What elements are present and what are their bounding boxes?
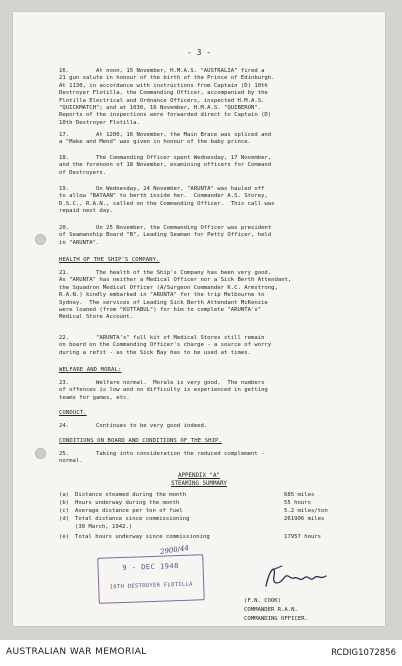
appendix-title: APPENDIX "A" — [178, 473, 220, 479]
stamp-department: 10TH DESTROYER FLOTILLA — [109, 581, 193, 591]
signatory-rank: COMMANDER R.A.N. — [244, 607, 298, 613]
conditions-heading: CONDITIONS ON BOARD AND CONDITIONS OF THE SHIP. — [59, 438, 222, 444]
row-value: 261906 miles — [284, 516, 325, 522]
received-stamp — [97, 554, 205, 604]
row-letter: (e) — [59, 534, 70, 540]
page-number: - 3 - — [186, 48, 212, 57]
welfare-heading: WELFARE AND MORAL: — [59, 367, 122, 373]
handwritten-note: 2900/44 — [159, 544, 190, 556]
paragraph-16: 16. At noon, 15 November, H.M.A.S. "AUSTRALIA" fired a 21 gun salute in honour of the birth of the Prince of Edinburgh. At 1130, in accordance with instructions from Captain (D) 10th Destroyer Flotilla, the Commanding Officer, accompanied by the Flotilla Electrical and Ordnance Officers, inspected H.M.A.S. "QUICKMATCH"; and at 1030, 16 November, H.M.A.S. "QUIBERON". Reports of the inspections were forwarded direct to Captain (D) 10th Destroyer Flotilla. — [59, 68, 275, 126]
row-label: (30 March, 1942.) — [75, 524, 133, 530]
row-label: Hours underway during the month — [75, 500, 180, 506]
row-letter: (b) — [59, 500, 70, 506]
row-value: 55 hours — [284, 500, 311, 506]
paragraph-21: 21. The health of the Ship's Company has been very good. As "ARUNTA" has neither a Medical Officer nor a Sick Berth Attendant, the Squadron Medical Officer (A/Surgeon Commander K.C. Armstrong, R.A.N.) kindly embarked in "ARUNTA" for the trip Melbourne to Sydney. The services of Leading Sick Berth Attendant McKenzie were loaned (from "KUTTABUL") for him to complete "ARUNTA's" Medical Store Account. — [59, 270, 292, 321]
row-letter: (a) — [59, 492, 70, 498]
stamp-date: 9 - DEC 1948 — [122, 562, 179, 572]
row-label: Distance steamed during the month — [75, 492, 187, 498]
row-label: Total distance since commissioning — [75, 516, 190, 522]
document-page — [13, 12, 385, 626]
signatory-name: (F.N. COOK) — [244, 598, 282, 604]
archive-credit: AUSTRALIAN WAR MEMORIAL — [6, 647, 147, 657]
row-label: Total hours underway since commissioning — [75, 534, 210, 540]
paragraph-20: 20. On 25 November, the Commanding Officer was president of Seamanship Board "B", Leading Seaman for Petty Officer, held in "ARUNTA". — [59, 225, 272, 246]
archive-reference: RCDIG1072856 — [331, 648, 396, 658]
row-label: Average distance per ton of fuel — [75, 508, 183, 514]
paragraph-18: 18. The Commanding Officer spent Wednesday, 17 November, and the forenoon of 18 November, examining officers for Command of Destroyers. — [59, 155, 272, 176]
paragraph-23: 23. Welfare normal. Morale is very good. The numbers of offences is low and no difficulty is experienced in getting teams for games, etc. — [59, 380, 268, 401]
conduct-heading: CONDUCT. — [59, 410, 87, 416]
paragraph-22: 22. "ARUNTA's" full kit of Medical Stores still remain on board on the Commanding Officer's charge - a source of worry during a refit - as the Sick Bay has to be used at times. — [59, 335, 272, 356]
punch-hole-bottom — [35, 448, 46, 459]
row-letter: (d) — [59, 516, 70, 522]
paragraph-25: 25. Taking into consideration the reduced complement - normal. — [59, 451, 265, 465]
paragraph-24: 24. Continues to be very good indeed. — [59, 423, 208, 429]
signature — [262, 560, 332, 594]
row-letter: (c) — [59, 508, 70, 514]
row-value: 17957 hours — [284, 534, 322, 540]
row-value: 685 miles — [284, 492, 315, 498]
row-value: 5.2 miles/ton — [284, 508, 328, 514]
paragraph-17: 17. At 1200, 16 November, the Main Brace was spliced and a "Make and Mend" was given in honour of the baby prince. — [59, 132, 272, 146]
appendix-subtitle: STEAMING SUMMARY — [171, 481, 227, 487]
punch-hole-top — [35, 234, 46, 245]
health-heading: HEALTH OF THE SHIP'S COMPANY. — [59, 257, 160, 263]
signatory-role: COMMANDING OFFICER. — [244, 616, 308, 622]
paragraph-19: 19. On Wednesday, 24 November, "ARUNTA" was hauled off to allow "BATAAN" to berth inside her. Commander A.S. Storey, D.S.C., R.A.N., called on the Commanding Officer. This call was repaid next day. — [59, 186, 275, 215]
